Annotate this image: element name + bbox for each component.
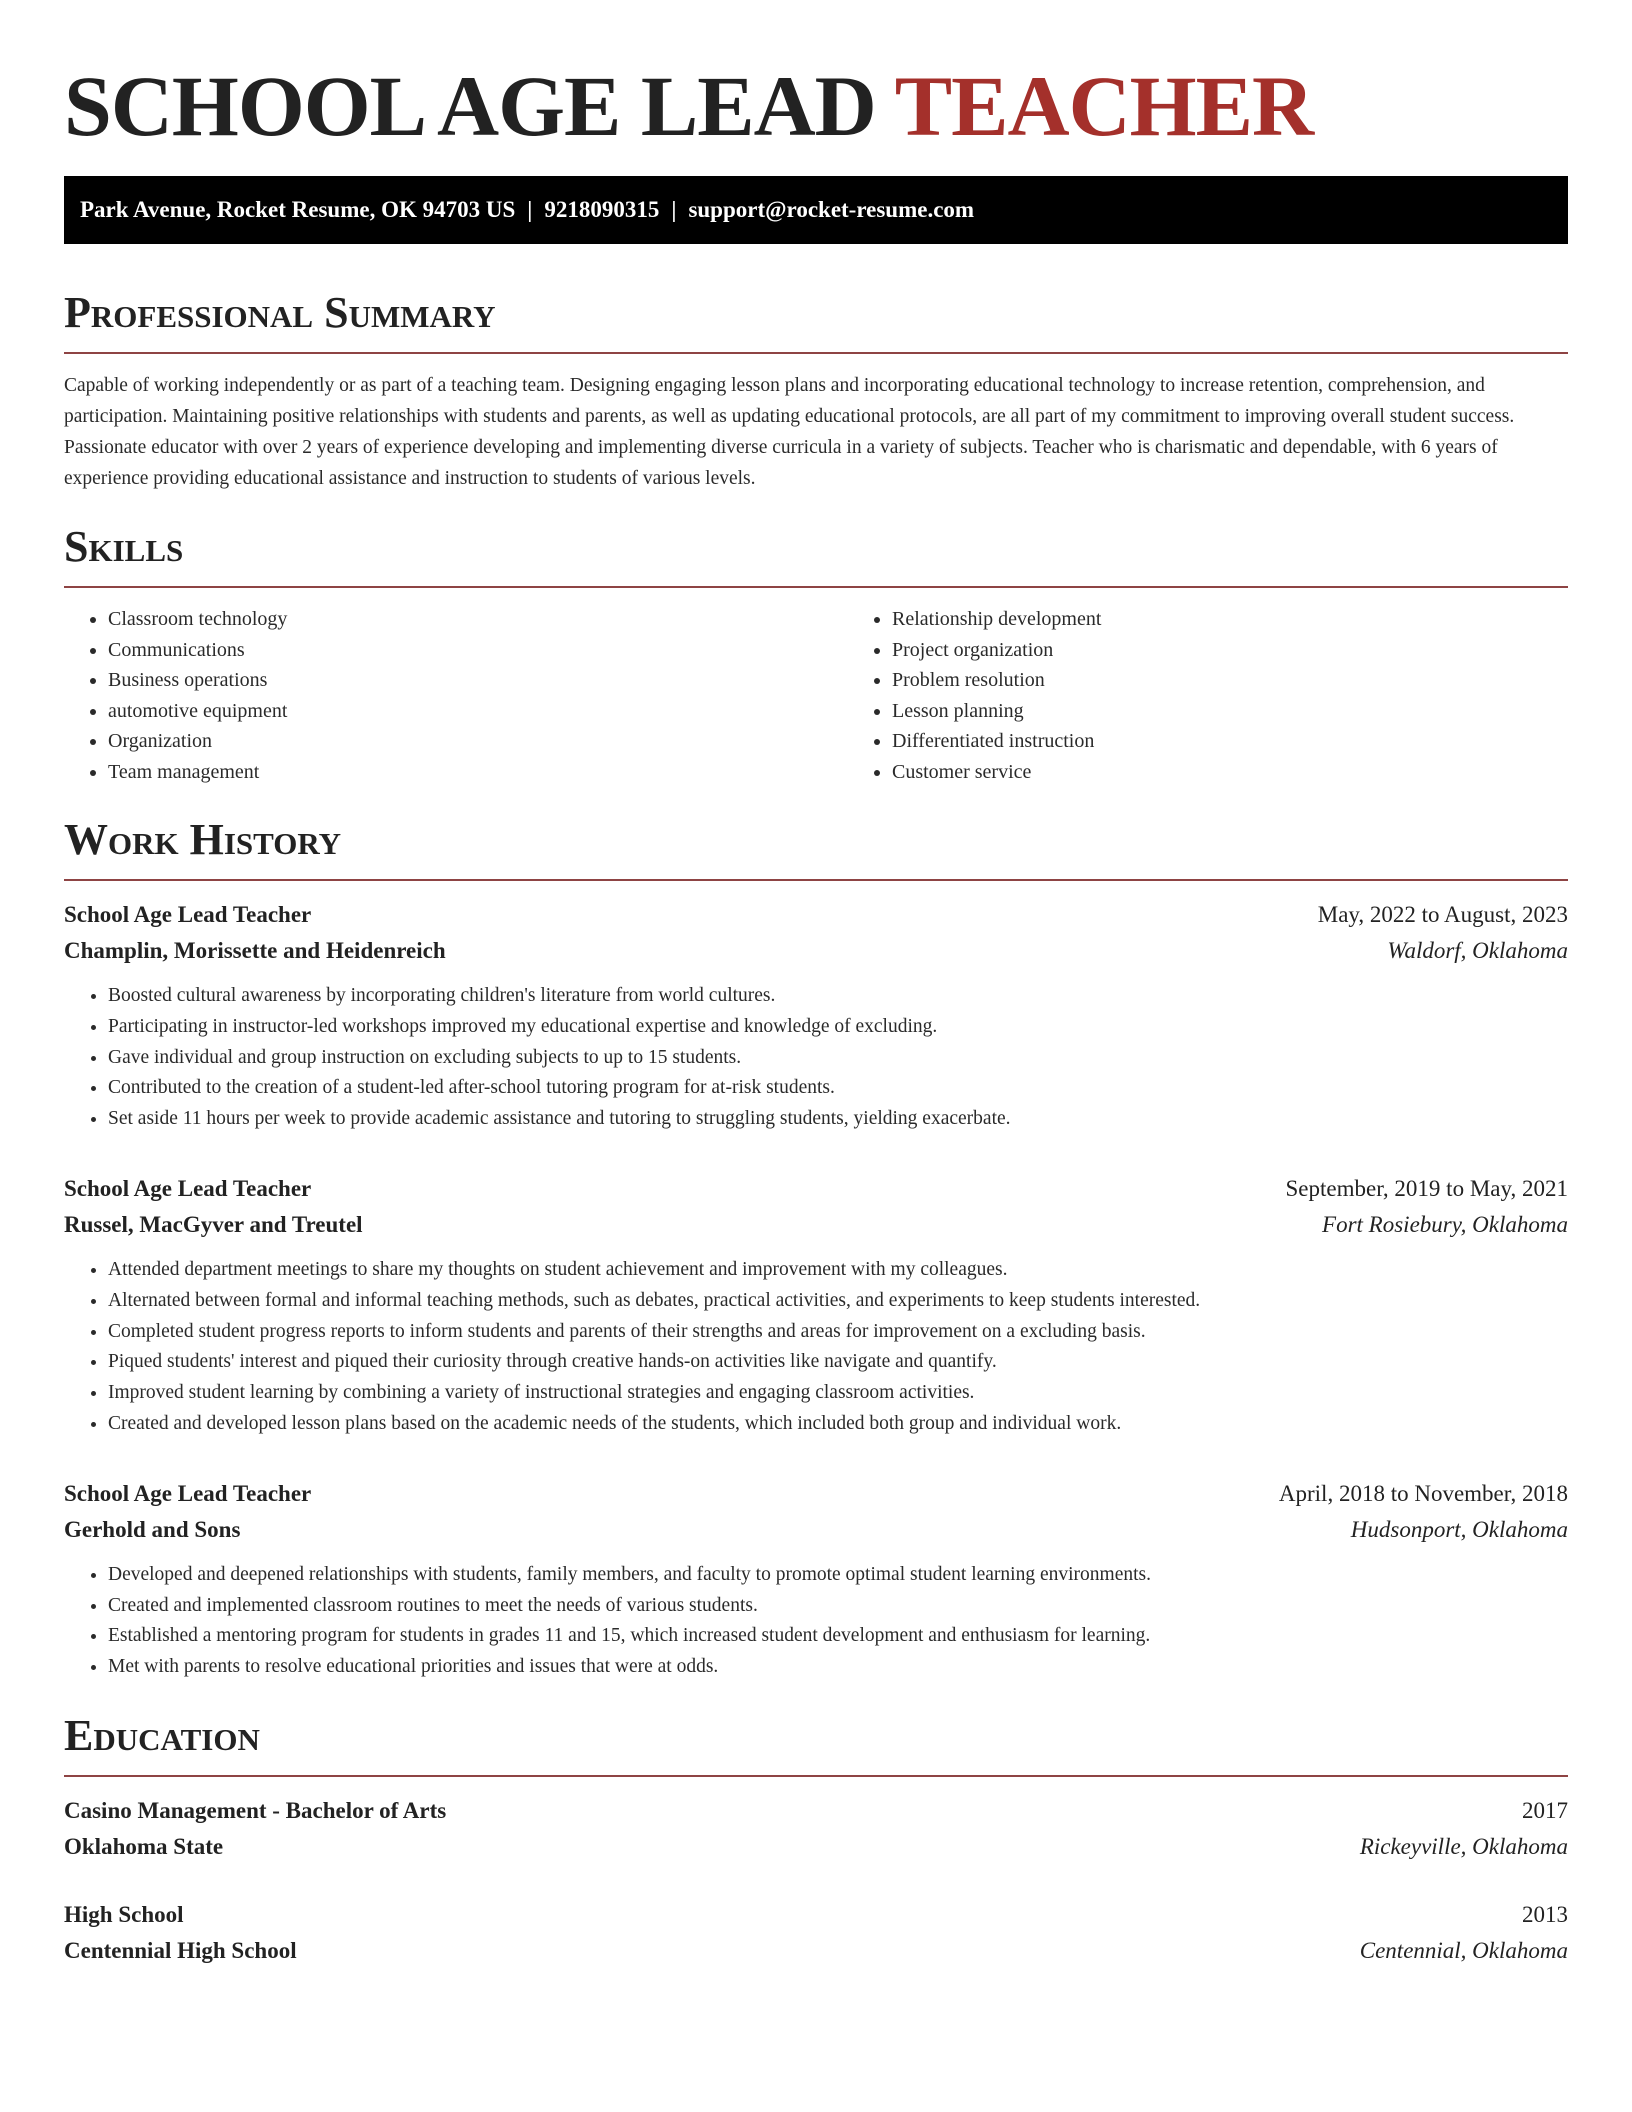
job-bullet: • Boosted cultural awareness by incorporating children's literature from world cultures. xyxy=(108,981,1568,1012)
section-heading-summary: Professional Summary xyxy=(64,288,1568,354)
job-location: Waldorf, Oklahoma xyxy=(1387,938,1568,963)
job-bullet: • Improved student learning by combining a variety of instructional strategies and engaging classroom activities. xyxy=(108,1378,1568,1409)
skills-column-left xyxy=(64,604,848,787)
skill-item: • Customer service xyxy=(892,757,1568,788)
contact-bar xyxy=(64,176,1568,244)
skill-item: • Business operations xyxy=(108,665,848,696)
skill-item: • Differentiated instruction xyxy=(892,726,1568,757)
section-heading-skills: Skills xyxy=(64,522,1568,588)
education-location: Rickeyville, Oklahoma xyxy=(1359,1833,1568,1859)
job-dates: September, 2019 to May, 2021 xyxy=(1285,1175,1568,1201)
job-bullets xyxy=(64,1560,1568,1683)
education-entry xyxy=(64,1793,1568,1865)
skill-item: • Classroom technology xyxy=(108,604,848,635)
job-bullet: • Established a mentoring program for students in grades 11 and 15, which increased student development and enthusiasm for learning. xyxy=(108,1621,1568,1652)
job-company: Champlin, Morissette and Heidenreich xyxy=(64,938,446,963)
skill-item: • Problem resolution xyxy=(892,665,1568,696)
job-bullet: • Met with parents to resolve educational priorities and issues that were at odds. xyxy=(108,1652,1568,1683)
skill-item: • Project organization xyxy=(892,635,1568,666)
resume-title xyxy=(64,56,1568,156)
section-heading-education: Education xyxy=(64,1711,1568,1777)
job-bullet: • Attended department meetings to share my thoughts on student achievement and improvement with my colleagues. xyxy=(108,1255,1568,1286)
job-bullet: • Piqued students' interest and piqued their curiosity through creative hands-on activities like navigate and quantify. xyxy=(108,1347,1568,1378)
job-bullet: • Set aside 11 hours per week to provide academic assistance and tutoring to struggling students, yielding exacerbate. xyxy=(108,1104,1568,1135)
education-school: Oklahoma State xyxy=(64,1833,224,1859)
skills-column-right xyxy=(848,604,1568,787)
job-bullet: • Contributed to the creation of a student-led after-school tutoring program for at-risk students. xyxy=(108,1073,1568,1104)
skill-item: • Team management xyxy=(108,757,848,788)
education-entry xyxy=(64,1897,1568,1969)
contact-address: Park Avenue, Rocket Resume, OK 94703 US xyxy=(80,197,516,222)
job-dates: May, 2022 to August, 2023 xyxy=(1317,902,1568,927)
job-bullet: • Participating in instructor-led workshops improved my educational expertise and knowledge of excluding. xyxy=(108,1012,1568,1043)
job-bullet: • Created and implemented classroom routines to meet the needs of various students. xyxy=(108,1591,1568,1622)
contact-separator: | xyxy=(527,197,533,222)
title-accent: TEACHER xyxy=(894,58,1314,154)
title-main: SCHOOL AGE LEAD xyxy=(64,58,876,154)
job-title: School Age Lead Teacher xyxy=(64,1480,312,1506)
job-entry xyxy=(64,897,1568,1135)
job-bullet: • Completed student progress reports to inform students and parents of their strengths and areas for improvement on a excluding basis. xyxy=(108,1317,1568,1348)
job-company: Russel, MacGyver and Treutel xyxy=(64,1211,363,1237)
skill-item: • Communications xyxy=(108,635,848,666)
education-degree: Casino Management - Bachelor of Arts xyxy=(64,1797,447,1823)
education-year: 2017 xyxy=(1522,1797,1568,1823)
job-bullet: • Developed and deepened relationships with students, family members, and faculty to promote optimal student learning environments. xyxy=(108,1560,1568,1591)
resume-page xyxy=(64,0,1568,1969)
job-entry xyxy=(64,1171,1568,1440)
job-entry xyxy=(64,1476,1568,1683)
job-bullets xyxy=(64,981,1568,1135)
education-year: 2013 xyxy=(1522,1901,1568,1927)
skill-item: • Lesson planning xyxy=(892,696,1568,727)
job-location: Hudsonport, Oklahoma xyxy=(1350,1516,1568,1542)
contact-phone: 9218090315 xyxy=(544,197,660,222)
job-bullet: • Created and developed lesson plans based on the academic needs of the students, which included both group and individual work. xyxy=(108,1409,1568,1440)
job-location: Fort Rosiebury, Oklahoma xyxy=(1322,1211,1568,1237)
job-company: Gerhold and Sons xyxy=(64,1516,241,1542)
skill-item: • automotive equipment xyxy=(108,696,848,727)
education-location: Centennial, Oklahoma xyxy=(1359,1937,1568,1963)
job-bullet: • Gave individual and group instruction on excluding subjects to up to 15 students. xyxy=(108,1043,1568,1074)
section-heading-work-history: Work History xyxy=(64,815,1568,881)
education-school: Centennial High School xyxy=(64,1937,297,1963)
skill-item: • Relationship development xyxy=(892,604,1568,635)
summary-text: Capable of working independently or as part of a teaching team. Designing engaging lesson plans and incorporating educational technology to increase retention, comprehension, and participation. Maintaining positive relationships with students and parents, as well as updating educational protocols, are all part of my commitment to improving overall student success. Passionate educator with over 2 years of experience developing and implementing diverse curricula in a variety of subjects. Teacher who is charismatic and dependable, with 6 years of experience providing educational assistance and instruction to students of various levels. xyxy=(64,375,1515,489)
contact-email[interactable]: support@rocket-resume.com xyxy=(688,197,975,222)
skill-item: • Organization xyxy=(108,726,848,757)
skills-list xyxy=(64,604,1568,787)
job-title: School Age Lead Teacher xyxy=(64,1175,312,1201)
job-title: School Age Lead Teacher xyxy=(64,902,312,927)
education-degree: High School xyxy=(64,1901,184,1927)
job-bullets xyxy=(64,1255,1568,1440)
job-dates: April, 2018 to November, 2018 xyxy=(1278,1480,1568,1506)
contact-separator: | xyxy=(671,197,677,222)
job-bullet: • Alternated between formal and informal teaching methods, such as debates, practical activities, and experiments to keep students interested. xyxy=(108,1286,1568,1317)
